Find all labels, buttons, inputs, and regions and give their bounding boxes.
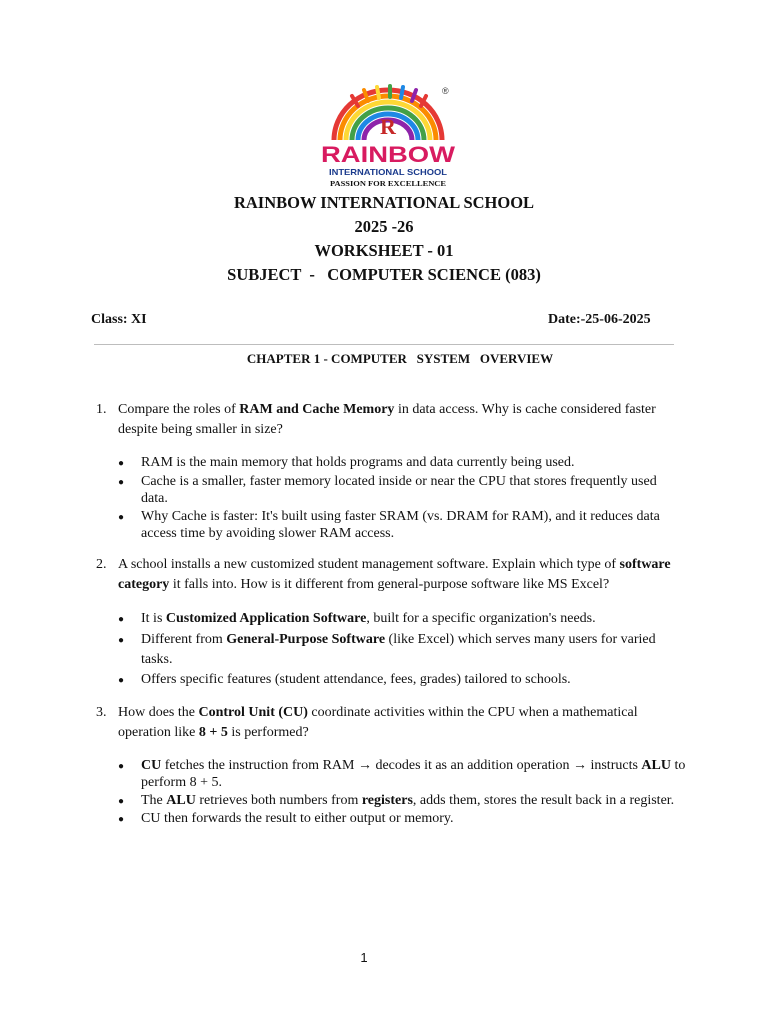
bold-run: General-Purpose Software: [226, 631, 386, 647]
text-run: it falls into. How is it different from general-purpose software like MS Excel?: [169, 576, 610, 592]
worksheet-title: WORKSHEET - 01: [314, 241, 454, 260]
bold-run: CU: [141, 757, 162, 773]
answer-text: RAM is the main memory that holds programs and data currently being used.: [141, 455, 575, 470]
question-number: 2.: [96, 556, 107, 572]
bullet-icon: ●: [118, 613, 125, 625]
question-2: [96, 555, 686, 595]
text-run: retrieves both numbers from: [195, 792, 362, 808]
answer-list-2: [96, 609, 686, 691]
answer-item: [118, 810, 686, 829]
bullet-icon: ●: [118, 814, 125, 825]
answer-text: Offers specific features (student attendance, fees, grades) tailored to schools.: [141, 671, 571, 687]
answer-text: Why Cache is faster: It's built using faster SRAM (vs. DRAM for RAM), and it reduces data access time by avoiding slower RAM access.: [141, 508, 660, 541]
question-text: [118, 555, 686, 595]
answer-text: [141, 609, 686, 630]
worksheet-content: [96, 400, 686, 841]
bold-run: Customized Application Software: [165, 610, 367, 626]
text-run: , adds them, stores the result back in a register.: [412, 792, 675, 808]
bullet-icon: ●: [118, 674, 125, 686]
bold-run: 8 + 5: [198, 724, 228, 740]
text-run: coordinate activities within the CPU when a mathematical operation like: [118, 704, 638, 740]
registered-mark: ®: [442, 86, 449, 96]
answer-text: Cache is a smaller, faster memory located inside or near the CPU that stores frequently used data.: [141, 473, 657, 506]
bullet-icon: ●: [118, 795, 125, 807]
bullet-icon: ●: [118, 760, 125, 772]
bullet-icon: ●: [118, 458, 125, 469]
logo-tagline: PASSION FOR EXCELLENCE: [330, 180, 447, 188]
chapter-title: CHAPTER 1 - COMPUTER SYSTEM OVERVIEW: [246, 351, 554, 366]
bullet-icon: ●: [118, 476, 125, 488]
answer-text: [141, 757, 686, 792]
answer-text: CU then forwards the result to either output or memory.: [141, 811, 454, 826]
answer-item: [118, 670, 686, 691]
answer-item: [118, 454, 686, 473]
text-run: How does the: [118, 704, 199, 720]
bold-run: ALU: [166, 792, 196, 808]
answer-item: [118, 630, 686, 670]
text-run: fetches the instruction from RAM → decodes it as an addition operation → instructs: [161, 757, 642, 773]
text-run: in data access. Why is cache considered faster despite being smaller in size?: [118, 402, 656, 437]
bold-run: Control Unit (CU): [198, 704, 308, 720]
answer-text: [141, 630, 686, 670]
text-run: It is: [141, 610, 166, 626]
text-run: (like Excel) which serves many users for varied tasks.: [141, 631, 656, 667]
answer-item: [118, 757, 686, 792]
bold-run: registers: [361, 792, 413, 808]
answer-item: [118, 792, 686, 811]
text-run: The: [141, 792, 167, 808]
answer-item: [118, 609, 686, 630]
question-number: 3.: [96, 704, 107, 720]
answer-list-3: [96, 757, 686, 829]
logo-name: RAINBOW: [321, 142, 456, 167]
answer-text: [141, 792, 686, 811]
rainbow-logo-graphic: [318, 82, 458, 190]
school-logo: [318, 82, 458, 190]
bold-run: ALU: [641, 757, 671, 773]
header-divider: [94, 344, 674, 345]
answer-item: [118, 508, 686, 543]
question-text: [118, 400, 686, 440]
text-run: to perform 8 + 5.: [141, 757, 686, 790]
text-run: , built for a specific organization's needs.: [366, 610, 596, 626]
text-run: Different from: [141, 631, 227, 647]
question-number: 1.: [96, 402, 107, 417]
logo-letter: R: [380, 114, 396, 139]
question-text: [118, 703, 686, 743]
bullet-icon: ●: [118, 511, 125, 523]
school-name: RAINBOW INTERNATIONAL SCHOOL: [233, 193, 535, 212]
page-number: 1: [360, 950, 368, 965]
academic-year: 2025 -26: [354, 217, 414, 236]
logo-subtitle: INTERNATIONAL SCHOOL: [329, 167, 447, 177]
question-3: [96, 703, 686, 743]
subject-title: SUBJECT - COMPUTER SCIENCE (083): [227, 265, 541, 284]
date-label: Date:-25-06-2025: [548, 312, 651, 327]
text-run: Compare the roles of: [118, 402, 240, 417]
bold-run: RAM and Cache Memory: [239, 402, 395, 417]
text-run: is performed?: [227, 724, 309, 740]
bullet-icon: ●: [118, 634, 125, 646]
bold-run: software category: [118, 556, 671, 592]
text-run: A school installs a new customized student management software. Explain which type of: [118, 556, 620, 572]
question-1: [96, 400, 686, 440]
answer-list-1: [96, 454, 686, 543]
answer-item: [118, 473, 686, 508]
class-label: Class: XI: [91, 312, 147, 327]
